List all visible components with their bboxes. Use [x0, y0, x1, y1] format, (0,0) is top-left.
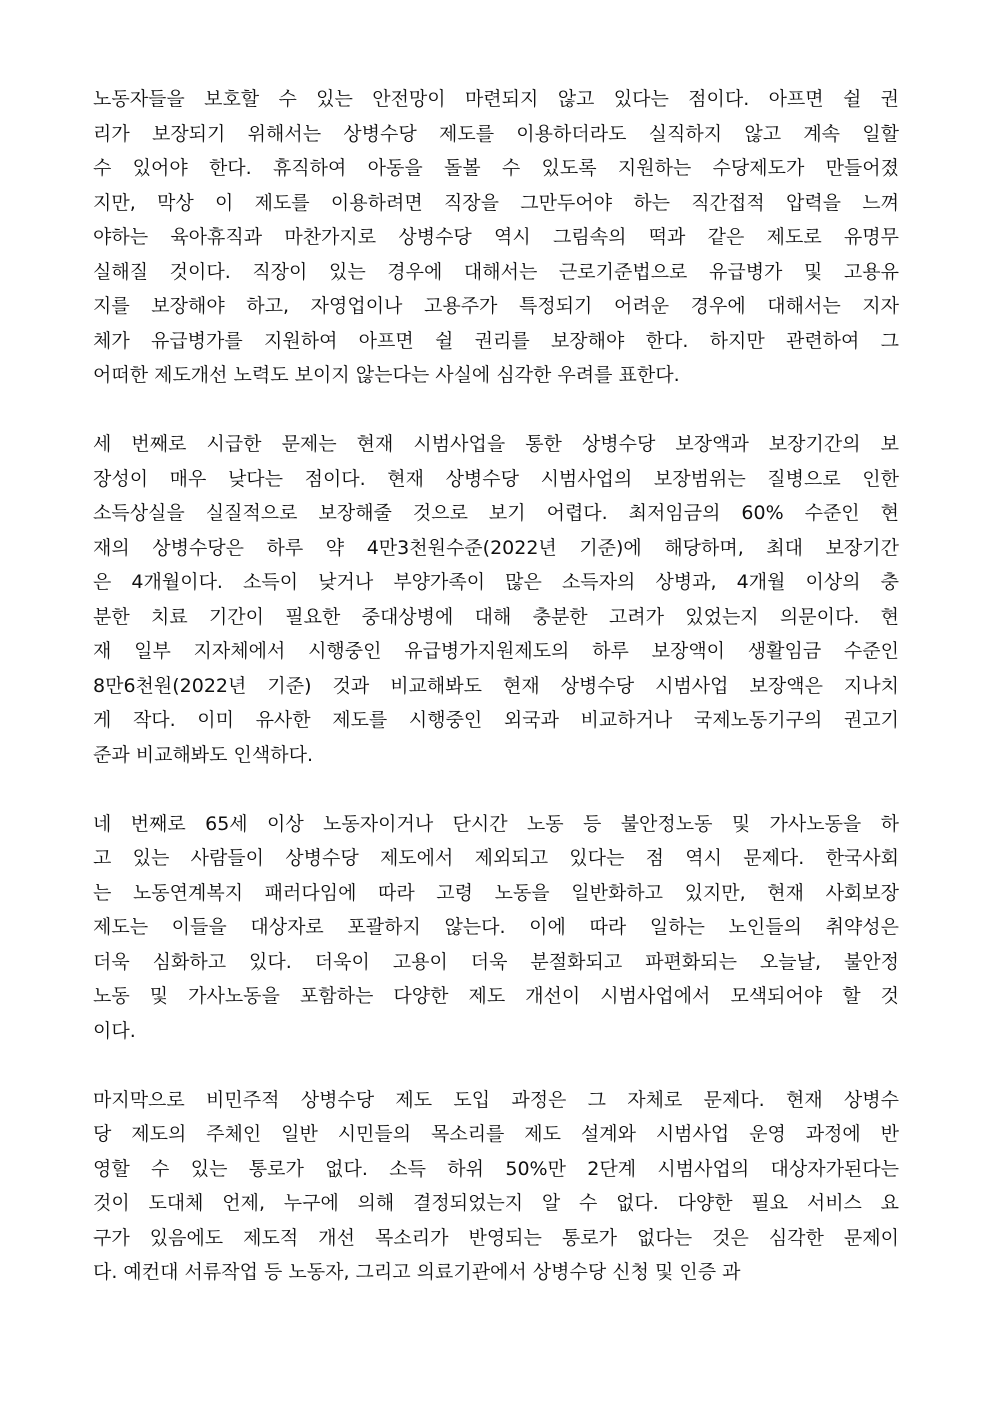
text-line: 더욱 심화하고 있다. 더욱이 고용이 더욱 분절화되고 파편화되는 오늘날, 불안정 [93, 950, 899, 973]
text-line: 당 제도의 주체인 일반 시민들의 목소리를 제도 설계와 시범사업 운영 과정에 반 [93, 1123, 899, 1145]
text-line: 것이 도대체 언제, 누구에 의해 결정되었는지 알 수 없다. 다양한 필요 서비스 요 [93, 1192, 899, 1214]
text-line: 구가 있음에도 제도적 개선 목소리가 반영되는 통로가 없다는 것은 심각한 문제이 [93, 1226, 899, 1249]
text-line: 지만, 막상 이 제도를 이용하려면 직장을 그만두어야 하는 직간접적 압력을 느껴 [93, 191, 899, 214]
paragraph [93, 1083, 899, 1290]
text-line: 마지막으로 비민주적 상병수당 제도 도입 과정은 그 자체로 문제다. 현재 상병수 [93, 1088, 899, 1111]
text-line: 지를 보장해야 하고, 자영업이나 고용주가 특정되기 어려운 경우에 대해서는 지자 [93, 295, 899, 317]
paragraph [93, 807, 899, 1049]
text-line: 노동자들을 보호할 수 있는 안전망이 마련되지 않고 있다는 점이다. 아프면 쉴 권 [93, 88, 899, 110]
text-line: 어떠한 제도개선 노력도 보이지 않는다는 사실에 심각한 우려를 표한다. [93, 364, 680, 386]
text-line: 고 있는 사람들이 상병수당 제도에서 제외되고 있다는 점 역시 문제다. 한국사회 [93, 847, 899, 869]
document-body [93, 82, 899, 1290]
text-line: 재 일부 지자체에서 시행중인 유급병가지원제도의 하루 보장액이 생활임금 수준인 [93, 640, 899, 662]
text-line: 분한 치료 기간이 필요한 중대상병에 대해 충분한 고려가 있었는지 의문이다. 현 [93, 605, 899, 628]
text-line: 는 노동연계복지 패러다임에 따라 고령 노동을 일반화하고 있지만, 현재 사회보장 [93, 881, 899, 904]
text-line: 장성이 매우 낮다는 점이다. 현재 상병수당 시범사업의 보장범위는 질병으로 인한 [93, 467, 899, 490]
text-line: 은 4개월이다. 소득이 낮거나 부양가족이 많은 소득자의 상병과, 4개월 이상의 충 [93, 571, 899, 593]
text-line: 세 번째로 시급한 문제는 현재 시범사업을 통한 상병수당 보장액과 보장기간의 보 [93, 433, 899, 455]
text-line: 8만6천원(2022년 기준) 것과 비교해봐도 현재 상병수당 시범사업 보장액은 지나치 [93, 674, 899, 697]
text-line: 영할 수 있는 통로가 없다. 소득 하위 50%만 2단계 시범사업의 대상자가된다는 [93, 1157, 899, 1180]
text-line: 체가 유급병가를 지원하여 아프면 쉴 권리를 보장해야 한다. 하지만 관련하여 그 [93, 329, 899, 352]
text-line: 야하는 육아휴직과 마찬가지로 상병수당 역시 그림속의 떡과 같은 제도로 유명무 [93, 226, 899, 248]
text-line: 게 작다. 이미 유사한 제도를 시행중인 외국과 비교하거나 국제노동기구의 권고기 [93, 709, 899, 731]
text-line: 소득상실을 실질적으로 보장해줄 것으로 보기 어렵다. 최저임금의 60% 수준인 현 [93, 502, 899, 524]
text-line: 이다. [93, 1019, 136, 1042]
paragraph [93, 82, 899, 393]
text-line: 실해질 것이다. 직장이 있는 경우에 대해서는 근로기준법으로 유급병가 및 고용유 [93, 260, 899, 283]
text-line: 수 있어야 한다. 휴직하여 아동을 돌볼 수 있도록 지원하는 수당제도가 만들어졌 [93, 157, 899, 179]
document-page [93, 82, 899, 1324]
paragraph [93, 427, 899, 772]
text-line: 다. 예컨대 서류작업 등 노동자, 그리고 의료기관에서 상병수당 신청 및 인증 과 [93, 1261, 741, 1283]
text-line: 네 번째로 65세 이상 노동자이거나 단시간 노동 등 불안정노동 및 가사노동을 하 [93, 812, 899, 835]
text-line: 리가 보장되기 위해서는 상병수당 제도를 이용하더라도 실직하지 않고 계속 일할 [93, 122, 899, 145]
text-line: 준과 비교해봐도 인색하다. [93, 743, 314, 766]
text-line: 제도는 이들을 대상자로 포괄하지 않는다. 이에 따라 일하는 노인들의 취약성은 [93, 916, 899, 938]
text-line: 재의 상병수당은 하루 약 4만3천원수준(2022년 기준)에 해당하며, 최대 보장기간 [93, 536, 899, 559]
text-line: 노동 및 가사노동을 포함하는 다양한 제도 개선이 시범사업에서 모색되어야 할 것 [93, 985, 899, 1007]
